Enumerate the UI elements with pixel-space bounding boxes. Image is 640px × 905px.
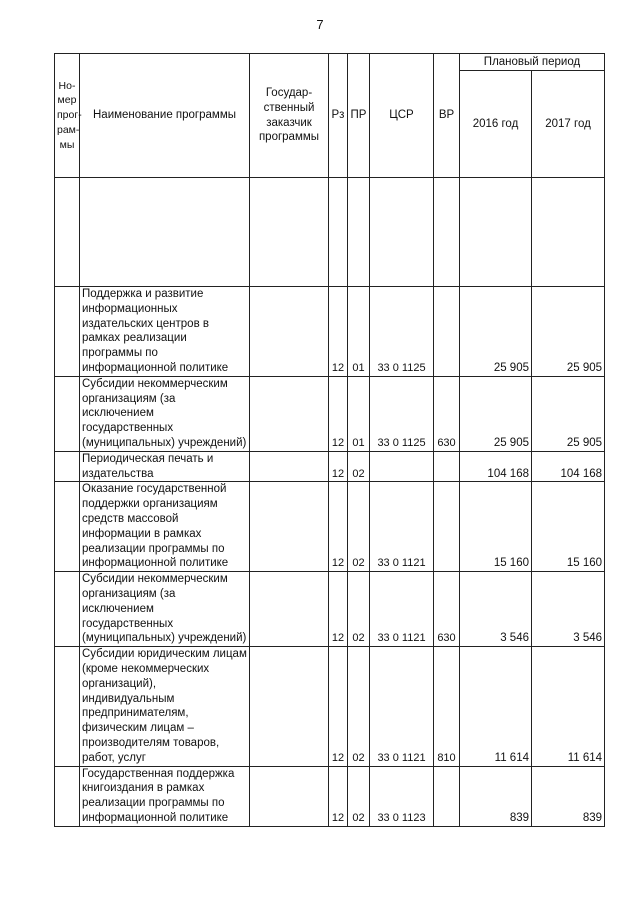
row-number-cell [55, 766, 80, 826]
row-number-cell [55, 647, 80, 766]
row-number-cell [55, 572, 80, 647]
vr-cell: 630 [434, 376, 460, 451]
pr-cell: 02 [348, 647, 370, 766]
csr-cell: 33 0 1121 [370, 572, 434, 647]
csr-cell: 33 0 1121 [370, 647, 434, 766]
row-number-cell [55, 287, 80, 377]
table-body [55, 178, 605, 827]
table-row [55, 572, 605, 647]
amount-2016: 839 [460, 766, 532, 826]
customer-cell [250, 376, 329, 451]
rz-cell: 12 [329, 376, 348, 451]
vr-cell [434, 766, 460, 826]
pr-cell: 02 [348, 766, 370, 826]
amount-2017: 25 905 [532, 287, 605, 377]
rz-cell: 12 [329, 572, 348, 647]
header-csr: ЦСР [370, 54, 434, 178]
amount-2016: 15 160 [460, 482, 532, 572]
amount-2017: 3 546 [532, 572, 605, 647]
amount-2017: 839 [532, 766, 605, 826]
amount-2016: 25 905 [460, 376, 532, 451]
header-year-2017: 2017 год [532, 71, 605, 178]
pr-cell: 02 [348, 451, 370, 482]
customer-cell [250, 482, 329, 572]
vr-cell: 810 [434, 647, 460, 766]
header-number: Но- мер прог- рам- мы [55, 54, 80, 178]
header-rz: Рз [329, 54, 348, 178]
row-number-cell [55, 376, 80, 451]
customer-cell [250, 287, 329, 377]
program-name: Субсидии некоммерческим организациям (за исключением государственных (муниципальных) учреждений) [80, 376, 250, 451]
csr-cell: 33 0 1125 [370, 376, 434, 451]
customer-cell [250, 572, 329, 647]
program-name: Субсидии юридическим лицам (кроме некоммерческих организаций), индивидуальным предпринимателям, физическим лицам – производителям товаров, работ, услуг [80, 647, 250, 766]
header-pr: ПР [348, 54, 370, 178]
pr-cell: 01 [348, 376, 370, 451]
pr-cell: 02 [348, 572, 370, 647]
rz-cell: 12 [329, 766, 348, 826]
amount-2016: 3 546 [460, 572, 532, 647]
table-row [55, 376, 605, 451]
rz-cell: 12 [329, 482, 348, 572]
table-row [55, 482, 605, 572]
rz-cell: 12 [329, 451, 348, 482]
vr-cell [434, 451, 460, 482]
rz-cell: 12 [329, 287, 348, 377]
amount-2016: 25 905 [460, 287, 532, 377]
amount-2017: 15 160 [532, 482, 605, 572]
program-name: Государственная поддержка книгоиздания в рамках реализации программы по информационной политике [80, 766, 250, 826]
header-customer: Государ- ственный заказчик программы [250, 54, 329, 178]
table-spacer-row [55, 178, 605, 287]
page-number: 7 [316, 17, 324, 32]
pr-cell: 01 [348, 287, 370, 377]
amount-2016: 11 614 [460, 647, 532, 766]
pr-cell: 02 [348, 482, 370, 572]
program-name: Поддержка и развитие информационных издательских центров в рамках реализации программы по информационной политике [80, 287, 250, 377]
table-row [55, 451, 605, 482]
vr-cell [434, 482, 460, 572]
customer-cell [250, 647, 329, 766]
customer-cell [250, 451, 329, 482]
csr-cell: 33 0 1121 [370, 482, 434, 572]
amount-2017: 104 168 [532, 451, 605, 482]
csr-cell: 33 0 1125 [370, 287, 434, 377]
header-vr: ВР [434, 54, 460, 178]
rz-cell: 12 [329, 647, 348, 766]
header-year-2016: 2016 год [460, 71, 532, 178]
vr-cell [434, 287, 460, 377]
amount-2017: 25 905 [532, 376, 605, 451]
csr-cell [370, 451, 434, 482]
budget-table [54, 53, 605, 827]
amount-2017: 11 614 [532, 647, 605, 766]
table-row [55, 287, 605, 377]
table-row [55, 766, 605, 826]
header-planned-period: Плановый период [460, 54, 605, 71]
header-name: Наименование программы [80, 54, 250, 178]
program-name: Оказание государственной поддержки организациям средств массовой информации в рамках реализации программы по информационной политике [80, 482, 250, 572]
row-number-cell [55, 451, 80, 482]
csr-cell: 33 0 1123 [370, 766, 434, 826]
program-name: Субсидии некоммерческим организациям (за исключением государственных (муниципальных) учреждений) [80, 572, 250, 647]
amount-2016: 104 168 [460, 451, 532, 482]
vr-cell: 630 [434, 572, 460, 647]
row-number-cell [55, 482, 80, 572]
table-row [55, 647, 605, 766]
table-header [55, 54, 605, 178]
customer-cell [250, 766, 329, 826]
program-name: Периодическая печать и издательства [80, 451, 250, 482]
